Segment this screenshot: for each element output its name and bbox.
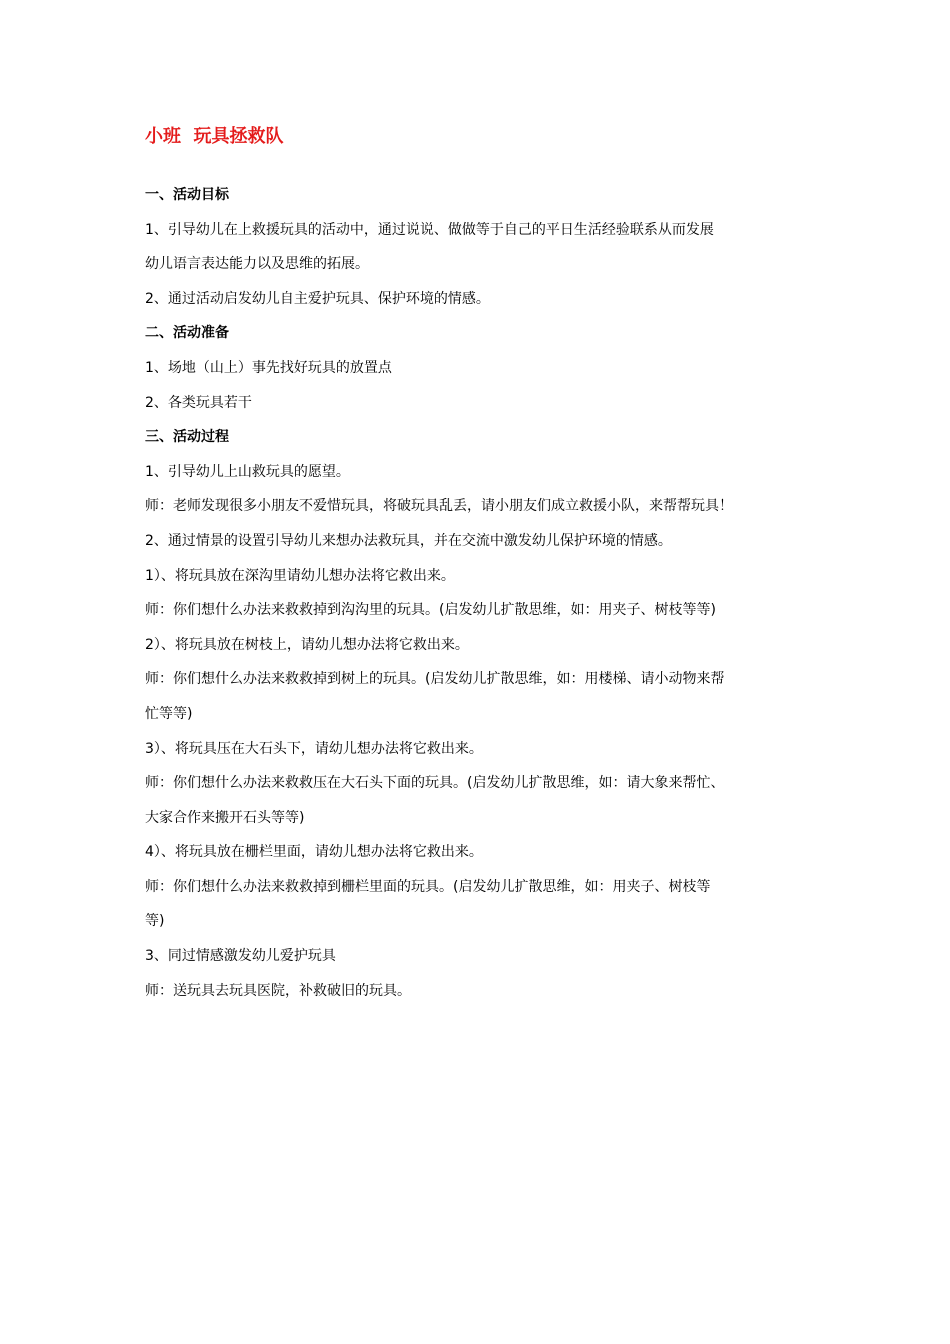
body-line: 师：你们想什么办法来救救掉到树上的玩具。(启发幼儿扩散思维，如：用楼梯、请小动物来帮 <box>145 671 725 688</box>
section-heading: 一、活动目标 <box>145 187 229 203</box>
document-page <box>145 120 815 1008</box>
body-line: 2、通过情景的设置引导幼儿来想办法救玩具，并在交流中激发幼儿保护环境的情感。 <box>145 532 672 549</box>
body-line: 师：你们想什么办法来救救掉到沟沟里的玩具。(启发幼儿扩散思维，如：用夹子、树枝等等) <box>145 602 716 619</box>
body-line: 大家合作来搬开石头等等) <box>145 809 305 826</box>
body-line: 3）、将玩具压在大石头下，请幼儿想办法将它救出来。 <box>145 740 483 757</box>
document-body <box>145 178 815 1008</box>
body-line: 2、各类玩具若干 <box>145 394 252 411</box>
body-line: 2、通过活动启发幼儿自主爱护玩具、保护环境的情感。 <box>145 290 490 307</box>
body-line: 忙等等) <box>145 705 193 722</box>
section-heading: 三、活动过程 <box>145 429 229 446</box>
document-title: 小班 玩具拯救队 <box>145 126 284 147</box>
body-line: 等) <box>145 913 165 930</box>
body-line: 4）、将玩具放在栅栏里面，请幼儿想办法将它救出来。 <box>145 844 483 861</box>
body-line: 1）、将玩具放在深沟里请幼儿想办法将它救出来。 <box>145 567 455 584</box>
body-line: 3、同过情感激发幼儿爱护玩具 <box>145 948 336 965</box>
body-line: 1、引导幼儿上山救玩具的愿望。 <box>145 463 350 480</box>
body-line: 1、场地（山上）事先找好玩具的放置点 <box>145 359 392 376</box>
body-line: 师：你们想什么办法来救救掉到栅栏里面的玩具。(启发幼儿扩散思维，如：用夹子、树枝等 <box>145 878 711 895</box>
body-line: 幼儿语言表达能力以及思维的拓展。 <box>145 256 369 273</box>
section-heading: 二、活动准备 <box>145 325 229 342</box>
body-line: 师：老师发现很多小朋友不爱惜玩具，将破玩具乱丢，请小朋友们成立救援小队，来帮帮玩具！ <box>145 498 733 515</box>
body-line: 师：送玩具去玩具医院，补救破旧的玩具。 <box>145 982 411 999</box>
body-line: 师：你们想什么办法来救救压在大石头下面的玩具。(启发幼儿扩散思维，如：请大象来帮忙、 <box>145 775 725 792</box>
body-line: 2）、将玩具放在树枝上，请幼儿想办法将它救出来。 <box>145 636 469 653</box>
body-line: 1、引导幼儿在上救援玩具的活动中，通过说说、做做等于自己的平日生活经验联系从而发展 <box>145 221 714 238</box>
